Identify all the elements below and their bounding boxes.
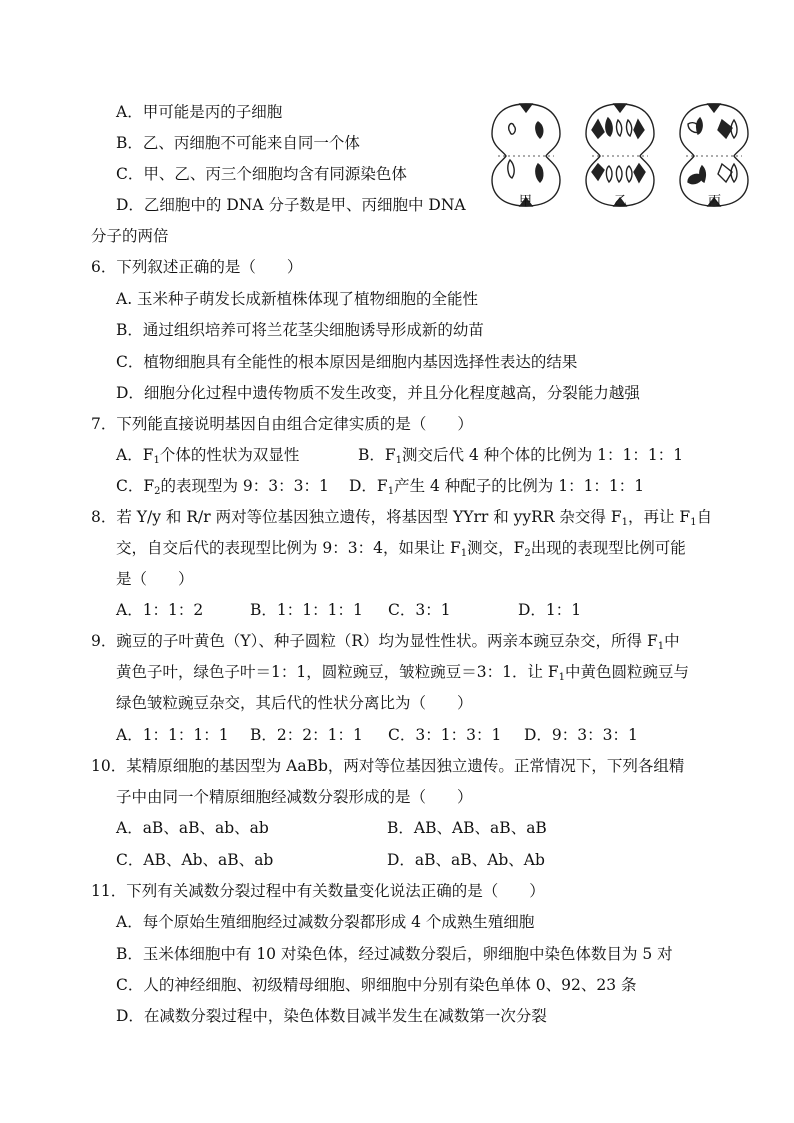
q6-stem: 6．下列叙述正确的是（ ） [91, 258, 303, 276]
q9-stem-line3: 绿色皱粒豌豆杂交，其后代的性状分离比为（ ） [116, 694, 473, 712]
q7-option-a: A．$F_1$个体的性状为双显性 [116, 446, 300, 466]
q5-option-a: A．甲可能是丙的子细胞 [116, 103, 283, 121]
q9-option-b: B．2：2：1：1 [250, 726, 363, 744]
q9-stem-line1: 9．豌豆的子叶黄色（Y）、种子圆粒（R）均为显性性状。两亲本豌豆杂交，所得 $F_1$中 [91, 632, 680, 652]
q10-option-a: A．aB、aB、ab、ab [116, 819, 269, 837]
q11-option-d: D．在减数分裂过程中，染色体数目减半发生在减数第一次分裂 [116, 1007, 547, 1025]
q9-option-c: C．3：1：3：1 [388, 726, 502, 744]
q5-option-d-continued: 分子的两倍 [91, 227, 169, 245]
q10-option-d: D．aB、aB、Ab、Ab [387, 851, 545, 869]
q8-option-a: A．1：1：2 [116, 601, 204, 619]
q11-option-a: A．每个原始生殖细胞经过减数分裂都形成 4 个成熟生殖细胞 [116, 913, 535, 931]
q11-stem: 11．下列有关减数分裂过程中有关数量变化说法正确的是（ ） [91, 882, 545, 900]
q5-option-c: C．甲、乙、丙三个细胞均含有同源染色体 [116, 165, 407, 183]
q8-stem-line2: 交，自交后代的表现型比例为 9：3：4，如果让 $F_1$测交，$F_2$出现的表现型比例可能 [116, 539, 686, 559]
q8-option-d: D．1：1 [518, 601, 582, 619]
q6-option-a: A. 玉米种子萌发长成新植株体现了植物细胞的全能性 [116, 290, 479, 308]
q7-option-b: B．$F_1$测交后代 4 种个体的比例为 1：1：1：1 [358, 446, 684, 466]
q10-option-c: C．AB、Ab、aB、ab [116, 851, 274, 869]
q6-option-b: B．通过组织培养可将兰花茎尖细胞诱导形成新的幼苗 [116, 321, 484, 339]
q10-stem-line2: 子中由同一个精原细胞经减数分裂形成的是（ ） [116, 788, 473, 806]
q7-stem: 7．下列能直接说明基因自由组合定律实质的是（ ） [91, 415, 473, 433]
q5-option-d: D．乙细胞中的 DNA 分子数是甲、丙细胞中 DNA [116, 196, 466, 214]
q7-option-d: D．$F_1$产生 4 种配子的比例为 1：1：1：1 [349, 477, 645, 497]
q7-option-c: C．$F_2$的表现型为 9：3：3：1 [116, 477, 329, 497]
q10-stem-line1: 10．某精原细胞的基因型为 AaBb，两对等位基因独立遗传。正常情况下，下列各组精 [91, 757, 685, 775]
q10-option-b: B．AB、AB、aB、aB [387, 819, 547, 837]
q5-option-b: B．乙、丙细胞不可能来自同一个体 [116, 134, 360, 152]
q9-option-a: A．1：1：1：1 [116, 726, 229, 744]
figure-label-bing: 丙 [708, 194, 722, 209]
q8-stem-line1: 8．若 Y/y 和 R/r 两对等位基因独立遗传，将基因型 YYrr 和 yyRR 杂交得 $F_1$，再让 $F_1$自 [91, 508, 713, 528]
figure-label-yi: 乙 [614, 194, 628, 209]
q11-option-b: B．玉米体细胞中有 10 对染色体，经过减数分裂后，卵细胞中染色体数目为 5 对 [116, 945, 673, 963]
q8-option-c: C．3：1 [388, 601, 451, 619]
q9-option-d: D．9：3：3：1 [524, 726, 638, 744]
q8-option-b: B．1：1：1：1 [250, 601, 363, 619]
q6-option-c: C．植物细胞具有全能性的根本原因是细胞内基因选择性表达的结果 [116, 353, 578, 371]
q9-stem-line2: 黄色子叶，绿色子叶＝1：1，圆粒豌豆，皱粒豌豆＝3：1．让 $F_1$中黄色圆粒豌豆与 [116, 663, 690, 683]
q11-option-c: C．人的神经细胞、初级精母细胞、卵细胞中分别有染色单体 0、92、23 条 [116, 976, 637, 994]
q8-stem-line3: 是（ ） [116, 570, 194, 588]
figure-label-jia: 甲 [519, 194, 533, 209]
q6-option-d: D．细胞分化过程中遗传物质不发生改变，并且分化程度越高，分裂能力越强 [116, 384, 640, 402]
